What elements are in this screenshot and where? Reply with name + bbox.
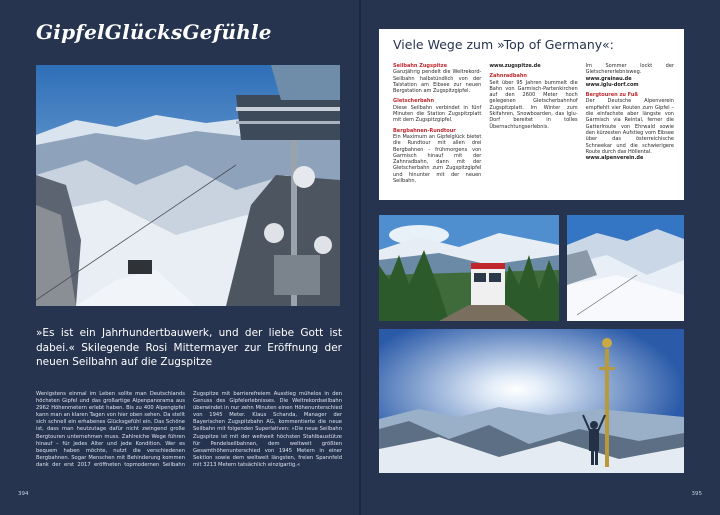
left-page: [0, 0, 359, 515]
entry-heading: Seilbahn Zugspitze: [393, 63, 447, 69]
right-page: [361, 0, 720, 515]
article-body: Wenigstens einmal im Leben sollte man Deutschlands höchsten Gipfel und das großartige Alpenpanorama aus 2962 Höhenmetern erlebt haben. Bis zu 400 Alpengipfel kann man an klaren Tagen von hier oben sehen. Da stellt sich schnell ein erhabenes Glücksgefühl ein. Das Schöne ist, dass man heutzutage dafür nicht zwingend große Bergtouren unternehmen muss. Zahlreiche Wege führen hinauf – für jedes Alter und jede Kondition. Wer es bequem haben möchte, nutzt die verschiedenen Bergbahnen. Sogar Menschen mit Behinderung kommen dank der erst 2017 eröffneten topmodernen Seilbahn Zugspitze mit barrierefreiem Ausstieg mühelos in den Genuss des Gipfelerlebnisses. Die Weltrekordseilbahn überwindet in nur zehn Minuten einen Höhenunterschied von 1945 Meter. Klaus Schanda, Manager der Bayerischen Zugspitzbahn AG, kommentierte die neue Seilbahn mit folgenden Superlativen: »Die neue Seilbahn Zugspitze ist mit der weltweit höchsten Stahlbaustütze für Pendelseilbahnen, dem weltweit größten Gesamthöhenunterschied von 1945 Metern in einer Sektion sowie dem weltweit längsten, freien Spannfeld mit 3213 Metern tatsächlich einzigartig.«: [36, 391, 342, 468]
link-zugspitze[interactable]: www.zugspitze.de: [489, 63, 541, 69]
link-iglu-dorf[interactable]: www.iglu-dorf.com: [585, 81, 639, 88]
entry-text: Ganzjährig pendelt die Weltrekord-Seilbahn halbstündlich von der Talstation am Eibsee zur neuen Bergstation am Zugspitzgipfel.: [393, 69, 482, 95]
entry-heading: Gletscherbahn: [393, 98, 435, 105]
entry-text: Seit über 95 Jahren bummelt die Bahn von Garmisch-Partenkirchen auf den 2600 Meter hoch gelegenen Gletscherbahnhof Zugspitzplatt. Im Winter zum Skifahren, Snowboarden, das Iglu-Dorf bereitet in tolles Übernachtungserlebnis.: [489, 79, 578, 130]
entry-rundtour: [393, 128, 481, 185]
glacier-slope-photo: [567, 215, 684, 321]
entry-rundtour-cont: [489, 63, 577, 69]
info-box-title: Viele Wege zum »Top of Germany«:: [393, 37, 614, 52]
cogwheel-train-photo: [379, 215, 559, 321]
info-column-3: [586, 63, 674, 188]
entry-gletscherbahn: [393, 98, 481, 123]
page-number-left: 394: [18, 491, 29, 497]
entry-gletschererlebnisweg: [586, 63, 674, 88]
entry-seilbahn-zugspitze: [393, 63, 481, 94]
entry-text: Diese Seilbahn verbindet in fünf Minuten die Station Zugspitzplatt mit dem Zugspitzgipfel.: [393, 104, 482, 124]
entry-text: Ein Maximum an Gipfelglück bietet die Rundtour mit allen drei Bergbahnen - frühmorgens von Garmisch hinauf mit der Zahnradbahn, dann mit der Gletscherbahn zum Zugspitzgipfel und hinunter mit der neuen Seilbahn.: [393, 133, 482, 185]
entry-zahnradbahn: [489, 73, 577, 130]
pull-quote: »Es ist ein Jahrhundertbauwerk, und der liebe Gott ist dabei.« Skilegende Rosi Mittermayer zur Eröffnung der neuen Seilbahn auf die Zugspitze: [36, 327, 342, 368]
summit-cross-photo: [379, 329, 684, 473]
page-number-right: 395: [691, 491, 702, 497]
link-grainau[interactable]: www.grainau.de: [585, 75, 632, 82]
info-box: [379, 29, 684, 200]
entry-heading: Bergbahnen-Rundtour: [393, 127, 456, 134]
article-title: GipfelGlücksGefühle: [36, 20, 272, 44]
entry-text: Im Sommer lockt der Gletschererlebnisweg.: [585, 63, 674, 76]
cable-car-station-photo: [36, 65, 340, 306]
info-column-2: [489, 63, 577, 188]
entry-heading: Bergtouren zu Fuß: [585, 92, 638, 99]
link-alpenverein[interactable]: www.alpenverein.de: [585, 155, 644, 162]
entry-heading: Zahnradbahn: [489, 73, 527, 80]
info-column-1: [393, 63, 481, 188]
entry-text: Der Deutsche Alpenverein empfiehlt vier Routen zum Gipfel – die einfachste aber längste von Garmisch via Reintal, ferner die Gatterlroute von Ehrwald sowie den kürzesten Aufstieg vom Eibsee über das österreichische Schneekar und die schwierigere Route durch das Höllental.: [585, 98, 674, 155]
entry-bergtouren: [586, 92, 674, 161]
